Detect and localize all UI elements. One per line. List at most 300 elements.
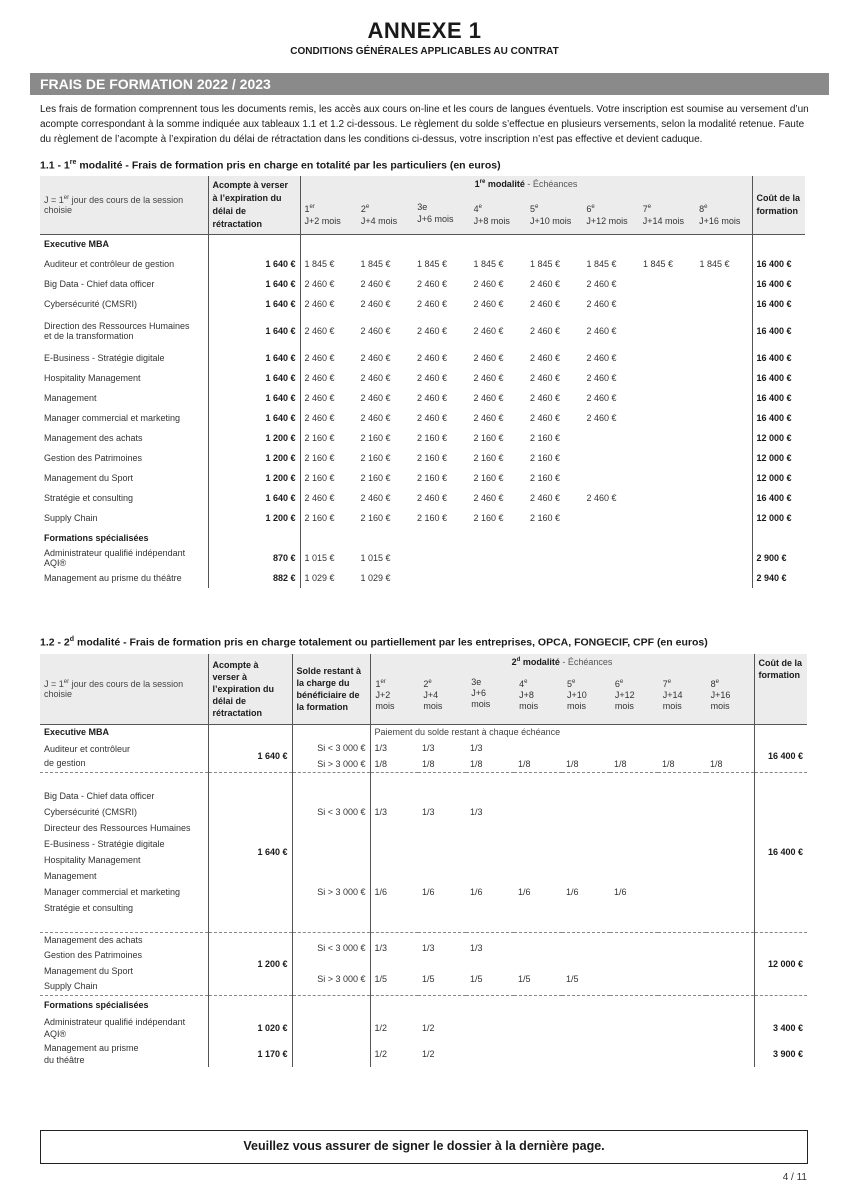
row-echeance-3: 2 460 € — [417, 393, 448, 403]
fraction-5 — [562, 740, 610, 756]
fraction-5 — [562, 932, 610, 964]
solde-condition: Si < 3 000 € — [292, 932, 370, 964]
row-acompte: 1 640 € — [208, 314, 300, 348]
table-row — [40, 428, 805, 448]
row-acompte: 1 640 € — [208, 294, 300, 314]
row-echeance-5: 2 460 € — [530, 299, 561, 309]
col-header-echeances: 2$^d$ modalité - Échéances 1er J+2 mois 2e J+4 mois 3e J+6 mois 4e J+8 mois 5e J+10 mois 6e J+12 mois 7e J+14 mois 8e J+16 mois — [370, 654, 754, 724]
fraction-2: 1/3 — [418, 932, 466, 964]
row-acompte: 1 200 € — [208, 508, 300, 528]
fraction-1: 1/3 — [370, 772, 418, 852]
row-echeance-4: 2 460 € — [473, 413, 504, 423]
fraction-8 — [706, 1015, 754, 1041]
row-echeance-3 — [413, 548, 470, 568]
row-acompte: 870 € — [208, 548, 300, 568]
table-modalite-1 — [40, 176, 805, 588]
row-cout: 2 900 € — [752, 548, 805, 568]
row-echeance-6 — [583, 468, 640, 488]
solde-condition: Si > 3 000 € — [292, 964, 370, 996]
block-auditeur-labels: Auditeur et contrôleur de gestion — [44, 743, 131, 768]
echeance-header-5: 5e J+10 mois — [530, 204, 572, 226]
row-echeance-4: 2 460 € — [473, 493, 504, 503]
fraction-7 — [658, 932, 706, 964]
row-echeance-2: 2 460 € — [360, 413, 391, 423]
fraction-2: 1/3 — [422, 743, 435, 753]
row-echeance-7 — [639, 448, 696, 468]
row-echeance-3: 2 160 € — [417, 473, 448, 483]
row-cout: 16 400 € — [752, 408, 805, 428]
table-row — [40, 388, 805, 408]
row-acompte: 1 640 € — [208, 368, 300, 388]
row-echeance-2: 1 845 € — [360, 259, 391, 269]
row-echeance-4: 2 460 € — [473, 373, 504, 383]
row-echeance-6: 1 845 € — [586, 259, 617, 269]
fraction-2: 1/2 — [422, 1023, 435, 1033]
fraction-4: 1/6 — [518, 886, 531, 897]
table-row — [40, 488, 805, 508]
fraction-3: 1/3 — [466, 932, 514, 964]
row-echeance-2: 2 460 € — [360, 279, 391, 289]
row-echeance-1: 2 460 € — [300, 368, 357, 388]
row-echeance-3: 2 460 € — [417, 279, 448, 289]
row-echeance-2: 2 160 € — [360, 433, 391, 443]
row-echeance-3: 2 460 € — [417, 326, 448, 336]
col-header-acompte: Acompte à verser à l’expiration du délai de rétractation — [208, 654, 292, 724]
row-echeance-4: 2 460 € — [473, 279, 504, 289]
solde-condition: Si < 3 000 € — [292, 772, 370, 852]
fraction-8 — [706, 932, 754, 964]
paiement-note: Paiement du solde restant à chaque échéance — [370, 724, 754, 740]
row-cout: 16 400 € — [752, 274, 805, 294]
row-echeance-5: 2 460 € — [530, 393, 561, 403]
row-label: Supply Chain — [44, 513, 98, 523]
fraction-7 — [658, 1015, 706, 1041]
col-header-solde: Solde restant à la charge du bénéficiaire de la formation — [292, 654, 370, 724]
row-acompte: 1 640 € — [208, 254, 300, 274]
row-echeance-6: 2 460 € — [586, 353, 617, 363]
row-echeance-5: 2 160 € — [530, 433, 561, 443]
row-echeance-5: 2 460 € — [530, 279, 561, 289]
row-echeance-6: 2 460 € — [586, 373, 617, 383]
fraction-1: 1/3 — [370, 932, 418, 964]
row-cout: 12 000 € — [752, 508, 805, 528]
row-echeance-5: 2 460 € — [530, 353, 561, 363]
row-echeance-3: 2 160 € — [417, 513, 448, 523]
fraction-4: 1/8 — [518, 758, 531, 769]
page-subtitle: CONDITIONS GÉNÉRALES APPLICABLES AU CONTRAT — [290, 46, 559, 57]
row-echeance-4: 2 460 € — [473, 353, 504, 363]
fraction-8 — [706, 740, 754, 756]
fraction-6 — [610, 740, 658, 756]
row-cout: 16 400 € — [752, 348, 805, 368]
page-title: ANNEXE 1 — [367, 18, 482, 43]
echeance-header-6: 6e J+12 mois — [586, 204, 628, 226]
fraction-3: 1/8 — [470, 758, 483, 769]
fraction-1: 1/6 — [370, 852, 418, 932]
fraction-3: 1/3 — [470, 743, 483, 753]
echeance-header-8: 8e J+16 mois — [699, 204, 741, 226]
row-echeance-8 — [696, 294, 753, 314]
row-cout: 3 400 € — [754, 1015, 807, 1041]
table-row — [40, 314, 805, 348]
table-row — [40, 1041, 807, 1067]
row-echeance-2: 2 460 € — [360, 353, 391, 363]
echeance-header-8: 8e J+16 mois — [710, 679, 731, 711]
row-label: Manager commercial et marketing — [44, 413, 181, 423]
fraction-8 — [706, 1041, 754, 1067]
block-executive-1200-acompte: 1 200 € — [208, 932, 292, 995]
fraction-3: 1/3 — [466, 772, 514, 852]
fraction-6 — [610, 1015, 658, 1041]
echeance-header-4: 4e J+8 mois — [473, 204, 510, 226]
fraction-7 — [658, 1041, 706, 1067]
row-echeance-2: 2 460 € — [360, 299, 391, 309]
row-acompte: 1 640 € — [208, 348, 300, 368]
fraction-4 — [514, 1015, 562, 1041]
table-row — [40, 740, 807, 756]
row-echeance-1: 2 160 € — [300, 428, 357, 448]
fraction-5 — [562, 772, 610, 852]
table-row — [40, 508, 805, 528]
row-echeance-5: 2 460 € — [530, 413, 561, 423]
block-executive-1640-cout: 16 400 € — [754, 772, 807, 932]
fraction-7 — [658, 740, 706, 756]
table-row — [40, 294, 805, 314]
fraction-8 — [706, 772, 754, 852]
row-echeance-3: 2 460 € — [417, 413, 448, 423]
fraction-2: 1/6 — [422, 886, 435, 897]
block-auditeur-acompte: 1 640 € — [208, 740, 292, 772]
row-label: Management des achats — [44, 433, 143, 443]
row-acompte: 1 640 € — [208, 488, 300, 508]
fraction-4 — [514, 740, 562, 756]
table-row — [40, 1015, 807, 1041]
row-label: Auditeur et contrôleur de gestion — [44, 259, 175, 269]
row-echeance-6 — [583, 448, 640, 468]
row-echeance-6: 2 460 € — [586, 413, 617, 423]
row-acompte: 1 640 € — [208, 274, 300, 294]
row-echeance-7 — [639, 468, 696, 488]
row-echeance-3: 2 160 € — [417, 433, 448, 443]
row-echeance-8 — [696, 448, 753, 468]
group-formations-specialisees: Formations spécialisées — [40, 995, 208, 1015]
fraction-1: 1/3 — [370, 740, 418, 756]
row-echeance-4: 2 460 € — [473, 393, 504, 403]
fraction-8 — [706, 852, 754, 932]
echeance-header-3: 3e J+6 mois — [417, 202, 454, 224]
solde-condition: Si > 3 000 € — [292, 756, 370, 772]
row-echeance-6 — [583, 548, 640, 568]
fraction-6 — [610, 932, 658, 964]
row-echeance-8 — [696, 368, 753, 388]
row-echeance-3: 2 460 € — [417, 373, 448, 383]
row-label: Hospitality Management — [44, 373, 141, 383]
row-echeance-7 — [639, 508, 696, 528]
fraction-6 — [610, 1041, 658, 1067]
row-echeance-2: 2 160 € — [360, 513, 391, 523]
table-row — [40, 932, 807, 964]
row-echeance-5: 2 460 € — [530, 326, 561, 336]
fraction-5: 1/8 — [566, 758, 579, 769]
row-echeance-7 — [639, 274, 696, 294]
row-echeance-7 — [639, 348, 696, 368]
table2-heading: 1.2 - 2$^d$ modalité - Frais de formation pris en charge totalement ou partiellement par les entreprises, OPCA, FONGECIF, CPF (en euros) — [40, 636, 708, 649]
echeance-header-4: 4e J+8 mois — [519, 679, 539, 711]
block-executive-1200-cout: 12 000 € — [754, 932, 807, 995]
row-echeance-1: 2 160 € — [300, 508, 357, 528]
table-row — [40, 772, 807, 852]
table-row — [40, 348, 805, 368]
row-echeance-6 — [583, 508, 640, 528]
group-executive-mba: Executive MBA — [40, 724, 208, 740]
row-echeance-1: 1 029 € — [300, 568, 357, 588]
fraction-1: 1/2 — [370, 1015, 418, 1041]
row-echeance-6: 2 460 € — [586, 326, 617, 336]
echeance-header-7: 7e J+14 mois — [642, 204, 685, 226]
group-formations-specialisees: Formations spécialisées — [44, 533, 149, 543]
row-echeance-6 — [583, 428, 640, 448]
row-echeance-8 — [696, 508, 753, 528]
intro-paragraph: Les frais de formation comprennent tous les documents remis, les accès aux cours on-line et les cours de langues éventuels. Votre inscription est soumise au versement d’un acompte correspondant à la somme indiquée aux tableaux 1.1 et 1.2 ci-dessous. Le règlement du solde s’effectue en plusieurs versements, selon la modalité retenue. Faute du règlement de l’acompte à l’expiration du délai de rétractation dans les conditions ci-dessus, votre inscription n’est pas effective et devient caduque. — [40, 104, 809, 145]
table-row — [40, 274, 805, 294]
fraction-7 — [658, 772, 706, 852]
echeance-header-1: 1er J+2 mois — [304, 204, 341, 226]
row-acompte: 1 640 € — [208, 388, 300, 408]
row-cout: 16 400 € — [752, 314, 805, 348]
row-echeance-8 — [696, 408, 753, 428]
row-echeance-7 — [639, 428, 696, 448]
row-acompte: 1 200 € — [208, 448, 300, 468]
row-echeance-1: 2 460 € — [300, 408, 357, 428]
row-acompte: 1 170 € — [208, 1041, 292, 1067]
fraction-8 — [706, 964, 754, 996]
row-echeance-1: 2 160 € — [300, 448, 357, 468]
row-cout: 12 000 € — [752, 448, 805, 468]
row-echeance-4: 2 160 € — [473, 473, 504, 483]
row-echeance-7 — [639, 408, 696, 428]
row-label: Cybersécurité (CMSRI) — [44, 299, 138, 309]
row-echeance-2: 2 460 € — [360, 373, 391, 383]
row-echeance-8 — [696, 274, 753, 294]
row-label: Administrateur qualifié indépendant AQI® — [44, 548, 186, 568]
row-echeance-5: 2 460 € — [530, 373, 561, 383]
fraction-6 — [610, 964, 658, 996]
page-number: 4 / 11 — [782, 1172, 807, 1183]
table-row — [40, 368, 805, 388]
row-echeance-7 — [639, 548, 696, 568]
row-cout: 12 000 € — [752, 468, 805, 488]
row-echeance-8 — [696, 314, 753, 348]
row-echeance-5 — [526, 568, 583, 588]
table-row — [40, 448, 805, 468]
row-echeance-5 — [526, 548, 583, 568]
row-echeance-8 — [696, 468, 753, 488]
row-echeance-7 — [639, 314, 696, 348]
row-label: Gestion des Patrimoines — [44, 453, 143, 463]
row-acompte: 1 200 € — [208, 468, 300, 488]
row-echeance-2: 2 460 € — [360, 393, 391, 403]
row-label: E-Business - Stratégie digitale — [44, 353, 165, 363]
row-echeance-6: 2 460 € — [586, 493, 617, 503]
row-echeance-6: 2 460 € — [586, 393, 617, 403]
table1-heading: 1.1 - 1re modalité - Frais de formation pris en charge en totalité par les particuliers (en euros) — [40, 159, 501, 172]
row-label: Management au prisme du théâtre — [44, 1043, 139, 1065]
row-echeance-3: 2 460 € — [417, 353, 448, 363]
row-echeance-3 — [413, 568, 470, 588]
fraction-3 — [466, 1041, 514, 1067]
fraction-2: 1/3 — [418, 772, 466, 852]
row-acompte: 882 € — [208, 568, 300, 588]
echeance-header-5: 5e J+10 mois — [567, 679, 587, 711]
row-echeance-8 — [696, 488, 753, 508]
row-label: Management du Sport — [44, 473, 134, 483]
fraction-6: 1/8 — [614, 758, 627, 769]
fraction-4 — [514, 932, 562, 964]
row-cout: 16 400 € — [752, 368, 805, 388]
row-echeance-7 — [639, 488, 696, 508]
row-echeance-8 — [696, 568, 753, 588]
echeance-header-3: 3e J+6 mois — [471, 677, 491, 709]
fraction-3: 1/5 — [470, 974, 483, 984]
fraction-2: 1/8 — [422, 758, 435, 769]
row-echeance-4: 2 460 € — [473, 299, 504, 309]
row-echeance-1: 2 460 € — [300, 348, 357, 368]
row-label: Stratégie et consulting — [44, 493, 134, 503]
row-echeance-4: 2 160 € — [473, 513, 504, 523]
row-echeance-4: 2 460 € — [473, 326, 504, 336]
row-echeance-1: 2 460 € — [300, 388, 357, 408]
row-echeance-3: 2 160 € — [417, 453, 448, 463]
row-echeance-1: 2 160 € — [300, 468, 357, 488]
fraction-1: 1/2 — [370, 1041, 418, 1067]
fraction-4 — [514, 1041, 562, 1067]
row-echeance-2: 2 160 € — [360, 453, 391, 463]
row-echeance-4: 1 845 € — [473, 259, 504, 269]
row-echeance-1: 2 460 € — [300, 314, 357, 348]
row-echeance-6: 2 460 € — [586, 279, 617, 289]
row-echeance-2: 2 160 € — [360, 473, 391, 483]
fraction-2: 1/2 — [422, 1049, 435, 1059]
fraction-5 — [562, 1015, 610, 1041]
table-row — [40, 408, 805, 428]
fraction-4: 1/5 — [518, 974, 531, 984]
echeance-header-1: 1er J+2 mois — [375, 679, 395, 711]
table-row — [40, 254, 805, 274]
fraction-5: 1/6 — [566, 886, 579, 897]
fraction-3 — [466, 1015, 514, 1041]
block-executive-1200-labels: Management des achats Gestion des Patrimoines Management du Sport Supply Chain — [40, 932, 208, 995]
row-echeance-2: 1 015 € — [360, 553, 391, 563]
row-echeance-8 — [696, 388, 753, 408]
row-echeance-8 — [696, 348, 753, 368]
block-executive-1640-acompte: 1 640 € — [208, 772, 292, 932]
block-executive-1640-labels: Big Data - Chief data officer Cybersécurité (CMSRI) Directeur des Ressources Humaines E-Business - Stratégie digitale Hospitality Management Management Manager commercial et marketing Stratégie et consulting — [40, 772, 208, 932]
table-row — [40, 548, 805, 568]
row-label: Big Data - Chief data officer — [44, 279, 155, 289]
row-echeance-7 — [639, 568, 696, 588]
echeance-header-2: 2e J+4 mois — [360, 204, 398, 226]
fraction-7 — [658, 852, 706, 932]
row-echeance-4: 2 160 € — [473, 453, 504, 463]
row-cout: 3 900 € — [754, 1041, 807, 1067]
row-echeance-4 — [470, 568, 527, 588]
row-echeance-1: 1 845 € — [300, 254, 357, 274]
row-acompte: 1 020 € — [208, 1015, 292, 1041]
fraction-2: 1/5 — [422, 974, 435, 984]
row-echeance-1: 2 460 € — [300, 488, 357, 508]
fraction-7: 1/8 — [662, 758, 675, 769]
table-row — [40, 568, 805, 588]
row-acompte: 1 200 € — [208, 428, 300, 448]
row-echeance-1: 1 015 € — [300, 548, 357, 568]
row-echeance-7: 1 845 € — [643, 259, 674, 269]
fraction-6: 1/6 — [614, 886, 627, 897]
row-echeance-2: 2 460 € — [360, 326, 391, 336]
fraction-5: 1/5 — [566, 974, 579, 984]
row-echeance-8 — [696, 548, 753, 568]
row-label: Administrateur qualifié indépendant AQI® — [44, 1017, 186, 1039]
col-header-acompte: Acompte à verser à l’expiration du délai de rétractation — [208, 176, 300, 234]
signature-reminder: Veuillez vous assurer de signer le dossier à la dernière page. — [40, 1130, 808, 1164]
row-label: Management au prisme du théâtre — [44, 573, 182, 583]
row-cout: 16 400 € — [752, 488, 805, 508]
row-echeance-5: 2 460 € — [530, 493, 561, 503]
fraction-8: 1/8 — [710, 758, 723, 769]
table-modalite-2 — [40, 654, 807, 1067]
row-echeance-7 — [639, 388, 696, 408]
echeance-header-2: 2e J+4 mois — [423, 679, 443, 711]
row-echeance-6 — [583, 568, 640, 588]
row-echeance-3: 2 460 € — [417, 493, 448, 503]
row-cout: 2 940 € — [752, 568, 805, 588]
row-echeance-8: 1 845 € — [699, 259, 730, 269]
echeance-header-6: 6e J+12 mois — [614, 679, 635, 711]
section-header: FRAIS DE FORMATION 2022 / 2023 — [30, 73, 829, 95]
fraction-7 — [658, 964, 706, 996]
row-echeance-1: 2 460 € — [300, 274, 357, 294]
col-header-cout: Coût de la formation — [752, 176, 805, 234]
fraction-1: 1/5 — [370, 964, 418, 996]
col-header-j: J = 1er jour des cours de la session choisie — [44, 194, 184, 215]
fraction-5 — [562, 1041, 610, 1067]
row-echeance-7 — [639, 368, 696, 388]
row-echeance-5: 1 845 € — [530, 259, 561, 269]
fraction-6 — [610, 772, 658, 852]
row-cout: 16 400 € — [752, 294, 805, 314]
row-label: Management — [44, 393, 97, 403]
row-cout: 12 000 € — [752, 428, 805, 448]
row-cout: 16 400 € — [752, 388, 805, 408]
fraction-3: 1/6 — [470, 886, 483, 897]
fraction-4 — [514, 772, 562, 852]
block-auditeur-cout: 16 400 € — [754, 740, 807, 772]
col-header-echeances: 1re modalité - Échéances 1er J+2 mois 2e J+4 mois 3e J+6 mois 4e J+8 mois 5e J+10 mois 6e J+12 mois 7e J+14 mois 8e J+16 mois — [300, 176, 752, 234]
row-echeance-8 — [696, 428, 753, 448]
group-executive-mba: Executive MBA — [40, 234, 208, 254]
solde-condition: Si > 3 000 € — [292, 852, 370, 932]
row-echeance-2: 2 460 € — [360, 493, 391, 503]
row-echeance-1: 2 460 € — [300, 294, 357, 314]
row-echeance-4: 2 160 € — [473, 433, 504, 443]
row-echeance-5: 2 160 € — [530, 453, 561, 463]
col-header-j: J = 1er jour des cours de la session choisie — [44, 678, 184, 699]
table-row — [40, 468, 805, 488]
fraction-1: 1/8 — [370, 756, 418, 772]
row-echeance-3: 1 845 € — [417, 259, 448, 269]
row-echeance-7 — [639, 294, 696, 314]
row-echeance-4 — [470, 548, 527, 568]
col-header-cout: Coût de la formation — [754, 654, 807, 724]
